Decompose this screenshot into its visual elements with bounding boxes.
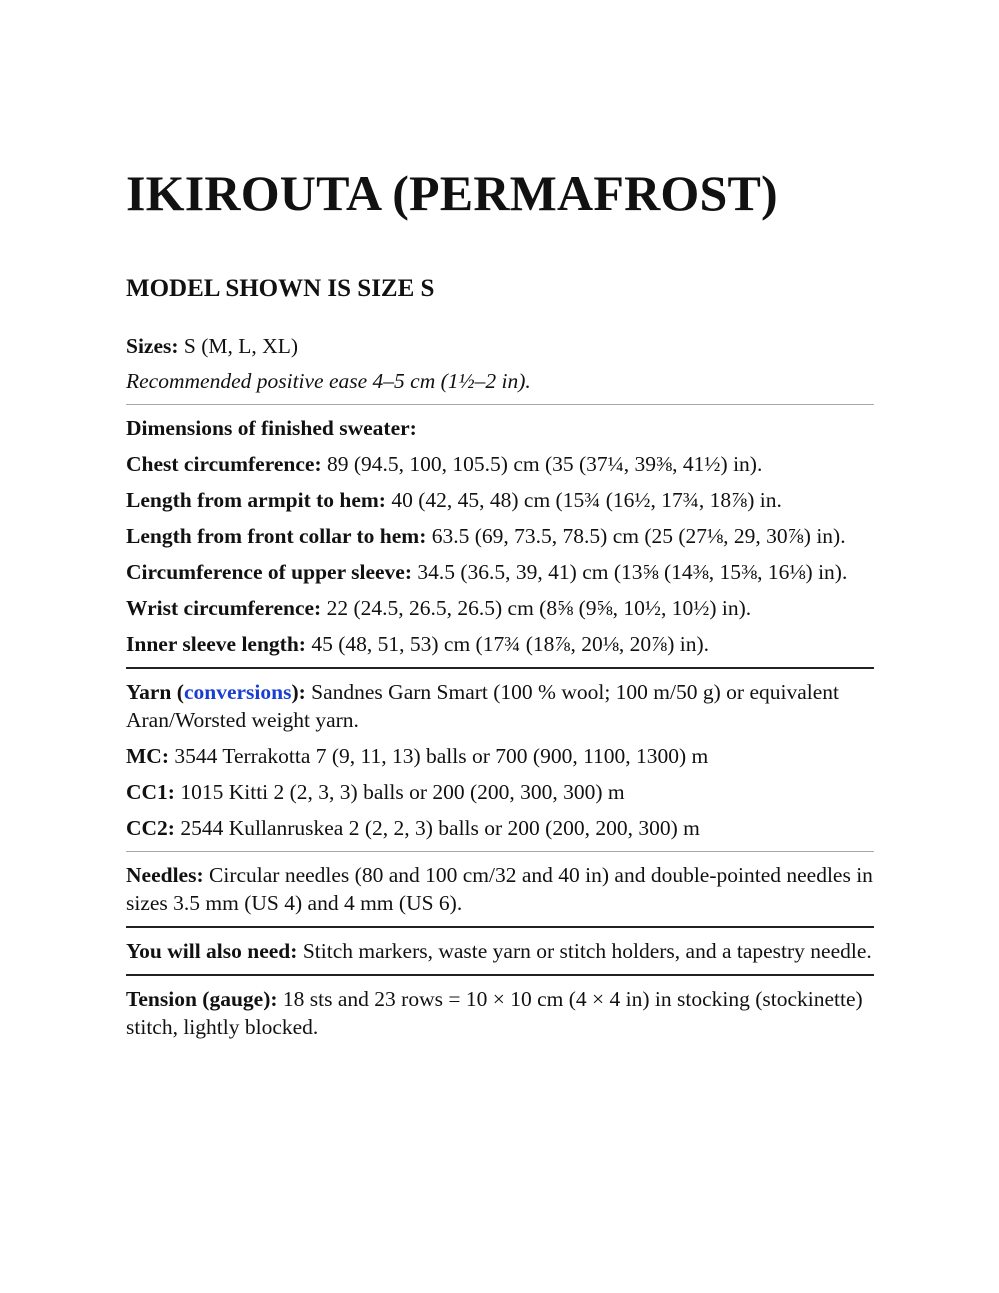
dimension-label: Wrist circumference: [126,596,322,620]
notions-value: Stitch markers, waste yarn or stitch holders, and a tapestry needle. [297,939,872,963]
model-size-heading: MODEL SHOWN IS SIZE S [126,275,435,302]
yarn-label: Yarn ( [126,680,184,704]
dimension-row [126,450,874,478]
yarn-color-row [126,778,874,806]
dimension-label: Length from front collar to hem: [126,524,427,548]
notions-label: You will also need: [126,939,298,963]
yarn-color-row [126,742,874,770]
tension-label: Tension (gauge): [126,987,278,1011]
conversions-link[interactable]: conversions [183,680,292,704]
needles-section [126,861,874,917]
sizes-value: S (M, L, XL) [178,334,298,358]
yarn-color-label: MC: [126,744,169,768]
dimension-label: Length from armpit to hem: [126,488,386,512]
ease-note: Recommended positive ease 4–5 cm (1½–2 in). [126,369,531,393]
tension-line [126,985,874,1041]
dimensions-heading: Dimensions of finished sweater: [126,416,417,440]
tension-section [126,985,874,1041]
dimensions-section [126,414,874,658]
needles-label: Needles: [126,863,204,887]
yarn-section [126,678,874,842]
yarn-color-value: 3544 Terrakotta 7 (9, 11, 13) balls or 700 (900, 1100, 1300) m [168,744,709,768]
dimension-row [126,630,874,658]
needles-value: Circular needles (80 and 100 cm/32 and 40 in) and double-pointed needles in sizes 3.5 mm (US 4) and 4 mm (US 6). [126,863,873,915]
notions-line [126,937,874,965]
yarn-color-value: 1015 Kitti 2 (2, 3, 3) balls or 200 (200, 300, 300) m [174,780,625,804]
dimension-label: Circumference of upper sleeve: [126,560,412,584]
dimension-value: 40 (42, 45, 48) cm (15¾ (16½, 17¾, 18⅞) in. [385,488,782,512]
divider [126,851,874,852]
yarn-color-value: 2544 Kullanruskea 2 (2, 2, 3) balls or 200 (200, 200, 300) m [174,816,700,840]
sizes-line [126,332,874,360]
divider [126,404,874,405]
yarn-label-end: ): [291,680,306,704]
dimension-value: 63.5 (69, 73.5, 78.5) cm (25 (27⅛, 29, 30⅞) in). [426,524,846,548]
yarn-value: Sandnes Garn Smart (100 % wool; 100 m/50 g) or equivalent Aran/Worsted weight yarn. [126,680,839,732]
yarn-color-label: CC2: [126,816,175,840]
notions-section [126,937,874,965]
divider [126,926,874,928]
yarn-color-row [126,814,874,842]
dimension-value: 34.5 (36.5, 39, 41) cm (13⅝ (14⅜, 15⅜, 16⅛) in). [412,560,848,584]
pattern-details [126,332,874,1041]
dimension-value: 89 (94.5, 100, 105.5) cm (35 (37¼, 39⅜, 41½) in). [321,452,763,476]
dimension-value: 45 (48, 51, 53) cm (17¾ (18⅞, 20⅛, 20⅞) in). [305,632,710,656]
yarn-color-label: CC1: [126,780,175,804]
dimension-row [126,594,874,622]
dimension-row [126,522,874,550]
dimension-row [126,486,874,514]
divider [126,974,874,976]
needles-line [126,861,874,917]
sizes-label: Sizes: [126,334,179,358]
page-title: IKIROUTA (PERMAFROST) [126,165,778,221]
divider [126,667,874,669]
tension-value: 18 sts and 23 rows = 10 × 10 cm (4 × 4 in) in stocking (stockinette) stitch, lightly blocked. [126,987,863,1039]
dimension-row [126,558,874,586]
dimension-label: Chest circumference: [126,452,322,476]
sizes-section [126,332,874,395]
dimension-label: Inner sleeve length: [126,632,306,656]
dimension-value: 22 (24.5, 26.5, 26.5) cm (8⅝ (9⅝, 10½, 10½) in). [321,596,752,620]
yarn-line [126,678,874,734]
